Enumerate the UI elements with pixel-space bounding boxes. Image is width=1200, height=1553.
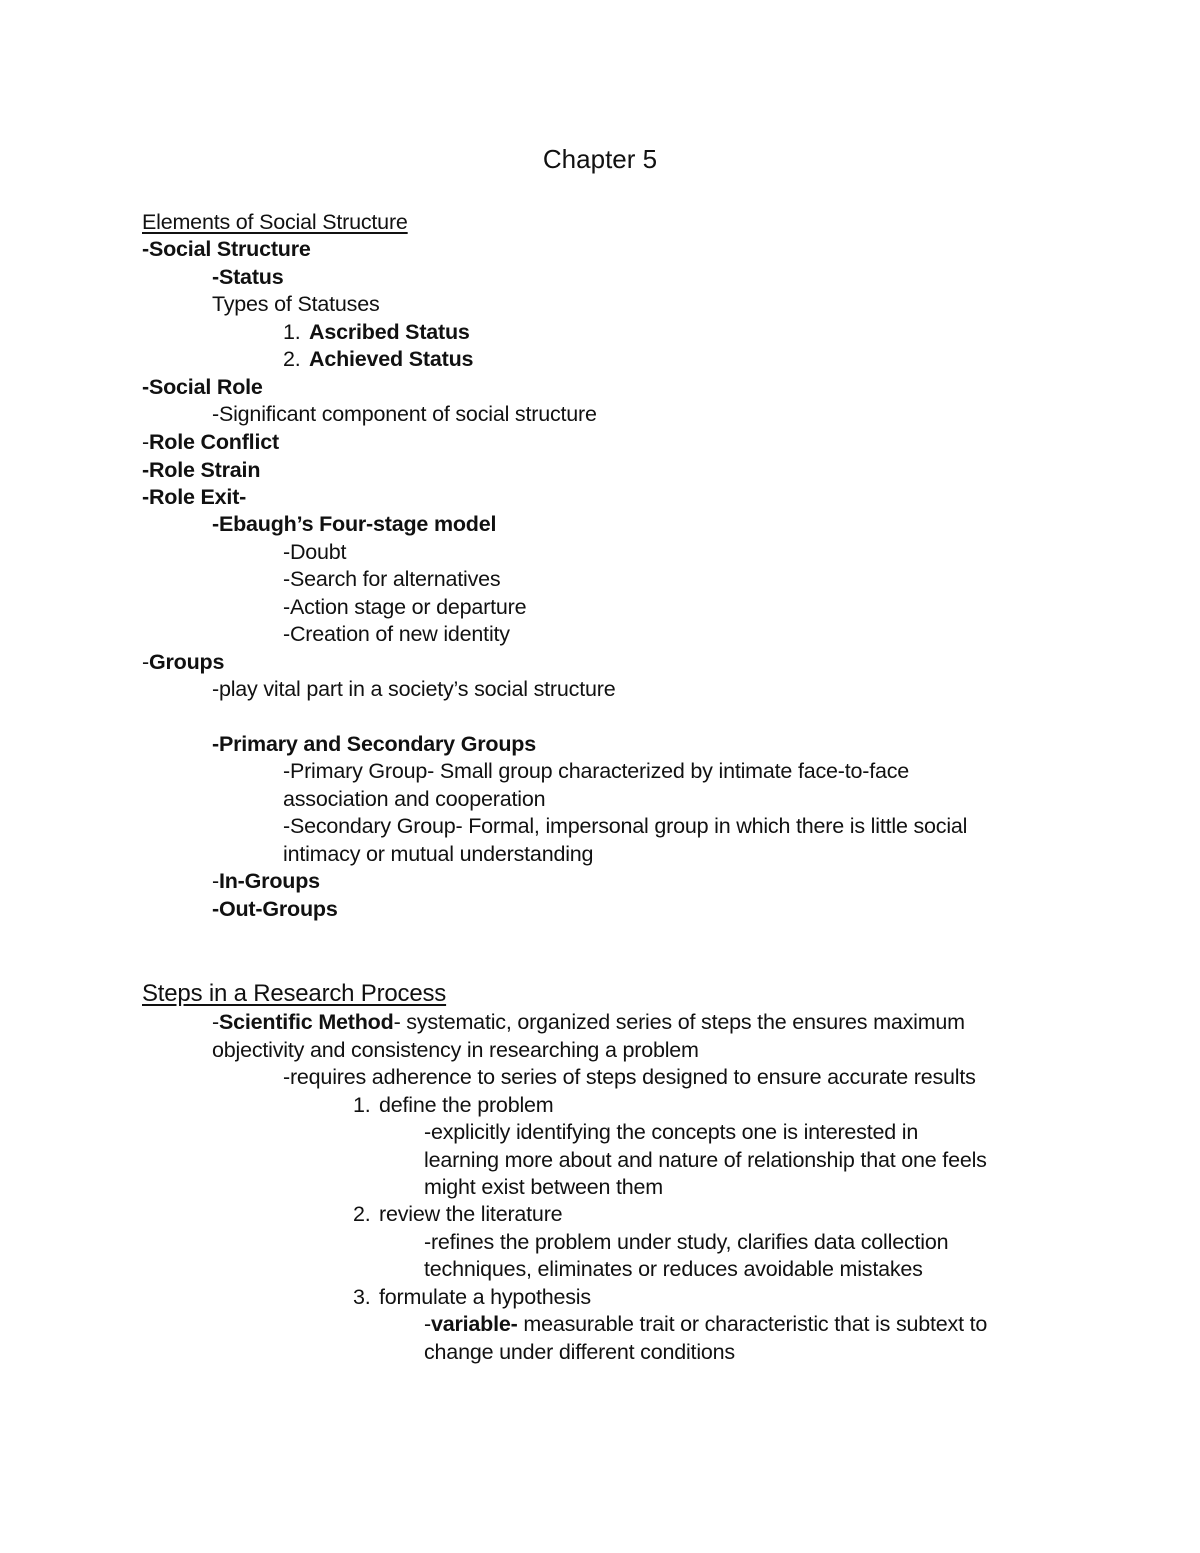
item-stage-creation: -Creation of new identity [283,622,510,646]
list-number: 3. [353,1285,371,1309]
item-step1 [353,1091,554,1119]
item-step1-desc2: learning more about and nature of relationship that one feels [424,1148,987,1172]
dash: - [212,869,219,893]
dash: - [212,1010,219,1034]
item-role-exit: -Role Exit- [142,485,247,509]
item-requires: -requires adherence to series of steps designed to ensure accurate results [283,1065,976,1089]
list-number: 1. [353,1093,371,1117]
term: Ascribed Status [309,320,470,344]
item-primary-line2: association and cooperation [283,787,546,811]
item-step1-desc3: might exist between them [424,1175,663,1199]
item-primary-secondary: -Primary and Secondary Groups [212,732,536,756]
item-variable [424,1310,987,1338]
item-groups-desc: -play vital part in a society’s social structure [212,677,616,701]
item-role-strain: -Role Strain [142,458,261,482]
section-heading-research-process: Steps in a Research Process [142,980,447,1007]
step-label: define the problem [379,1093,554,1117]
page-title: Chapter 5 [542,144,658,174]
dash: - [142,650,149,674]
item-role-conflict [142,428,279,456]
item-primary-line1: -Primary Group- Small group characterized by intimate face-to-face [283,759,910,783]
section-heading-social-structure: Elements of Social Structure [142,210,408,234]
term: variable- [430,1312,518,1336]
list-number: 2. [283,347,301,371]
item-scientific-method-line2: objectivity and consistency in researching a problem [212,1038,699,1062]
term: Scientific Method [218,1010,394,1034]
term: Achieved Status [309,347,474,371]
item-out-groups: -Out-Groups [212,897,338,921]
item-stage-action: -Action stage or departure [283,595,527,619]
item-scientific-method [212,1008,965,1036]
term: In-Groups [218,869,320,893]
step-label: formulate a hypothesis [379,1285,591,1309]
dash: - [424,1312,431,1336]
item-ebaugh-model: -Ebaugh’s Four-stage model [212,512,497,536]
item-step2 [353,1200,562,1228]
item-types-of-statuses: Types of Statuses [212,292,380,316]
item-ascribed-status [283,318,470,346]
item-groups [142,648,224,676]
item-secondary-line1: -Secondary Group- Formal, impersonal group in which there is little social [283,814,968,838]
term: Role Conflict [148,430,279,454]
item-stage-doubt: -Doubt [283,540,347,564]
item-secondary-line2: intimacy or mutual understanding [283,842,594,866]
definition: - systematic, organized series of steps the ensures maximum [393,1010,965,1034]
item-social-role-desc: -Significant component of social structure [212,402,597,426]
list-number: 1. [283,320,301,344]
item-step1-desc1: -explicitly identifying the concepts one is interested in [424,1120,919,1144]
item-stage-search: -Search for alternatives [283,567,501,591]
item-status: -Status [212,265,284,289]
item-social-structure: -Social Structure [142,237,311,261]
item-step2-desc1: -refines the problem under study, clarifies data collection [424,1230,949,1254]
term: Groups [148,650,225,674]
item-variable-line2: change under different conditions [424,1340,735,1364]
dash: - [142,430,149,454]
step-label: review the literature [379,1202,563,1226]
item-step2-desc2: techniques, eliminates or reduces avoidable mistakes [424,1257,923,1281]
list-number: 2. [353,1202,371,1226]
item-in-groups [212,867,320,895]
definition: measurable trait or characteristic that is subtext to [517,1312,988,1336]
item-achieved-status [283,345,473,373]
item-step3 [353,1283,591,1311]
item-social-role: -Social Role [142,375,263,399]
